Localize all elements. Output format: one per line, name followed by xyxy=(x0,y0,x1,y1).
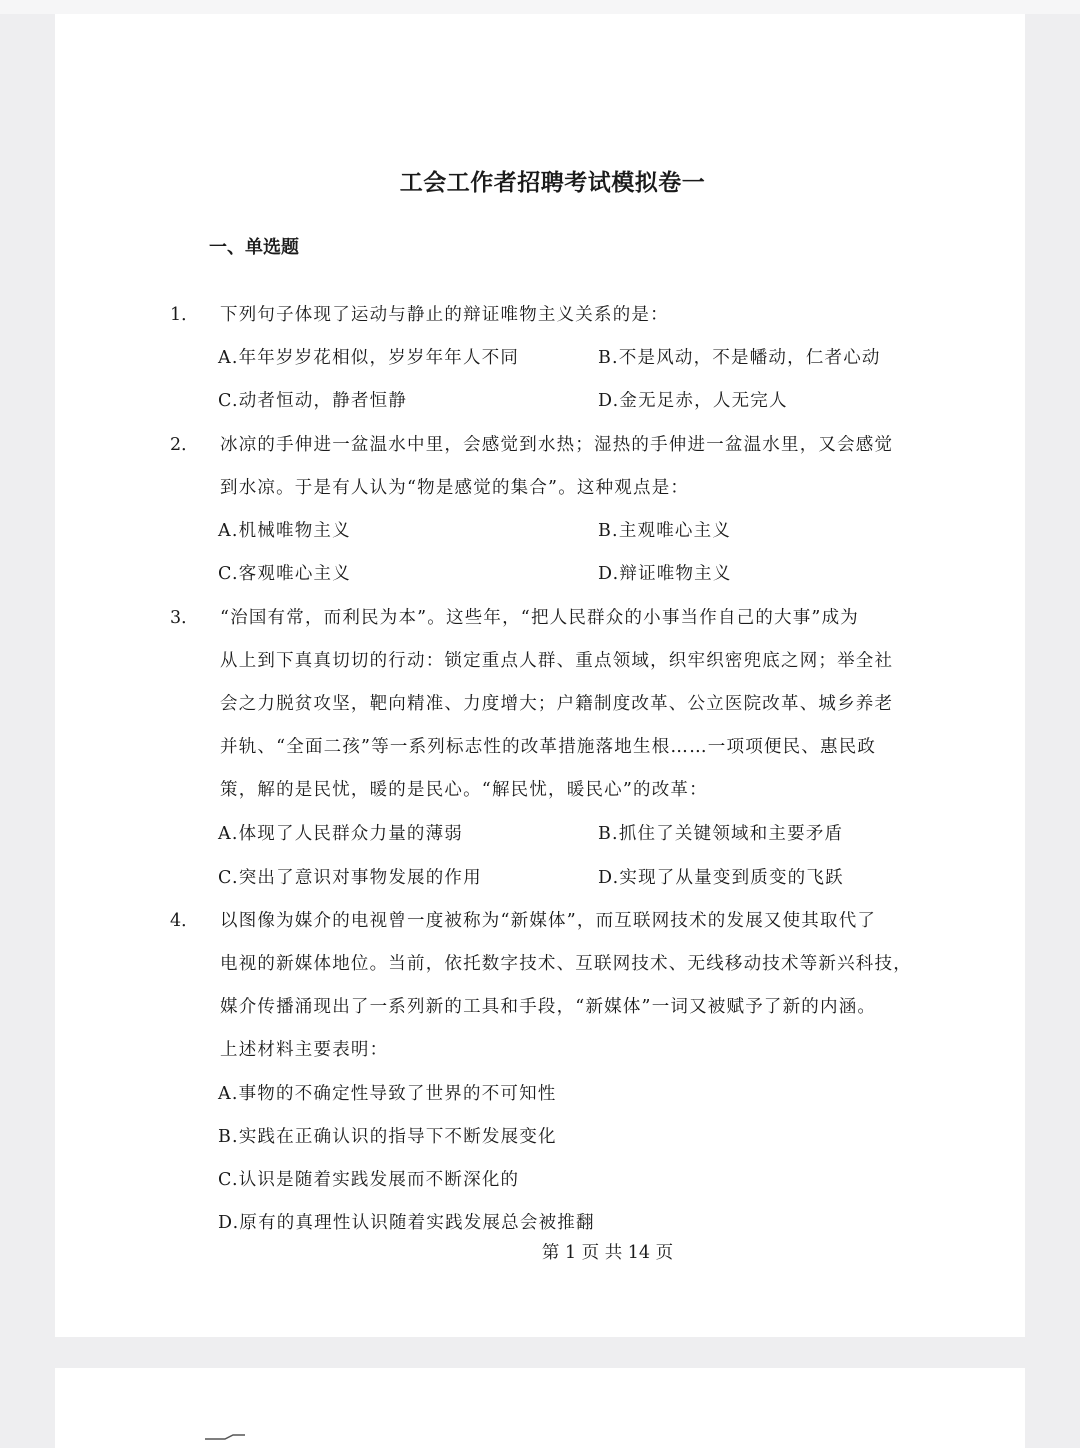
question-4-number: 4． xyxy=(170,911,199,931)
question-2-number: 2． xyxy=(170,435,199,455)
question-3-option-d: D.实现了从量变到质变的飞跃 xyxy=(598,868,844,888)
question-1-stem: 下列句子体现了运动与静止的辩证唯物主义关系的是： xyxy=(220,305,669,325)
question-3-stem-line-5: 策，解的是民忧，暖的是民心。“解民忧，暖民心”的改革： xyxy=(220,780,708,800)
question-4-stem-line-1: 以图像为媒介的电视曾一度被称为“新媒体”，而互联网技术的发展又使其取代了 xyxy=(220,911,877,931)
page-mark-icon xyxy=(205,1434,249,1440)
question-1-option-d: D.金无足赤，人无完人 xyxy=(598,391,788,411)
question-3-stem-line-2: 从上到下真真切切的行动：锁定重点人群、重点领域，织牢织密兜底之网；举全社 xyxy=(220,651,894,671)
question-4-option-b: B.实践在正确认识的指导下不断发展变化 xyxy=(218,1127,557,1147)
document-page-1 xyxy=(55,14,1025,1337)
question-4-stem-line-4: 上述材料主要表明： xyxy=(220,1040,389,1060)
question-1-option-c: C.动者恒动，静者恒静 xyxy=(218,391,408,411)
question-3-stem-line-3: 会之力脱贫攻坚，靶向精准、力度增大；户籍制度改革、公立医院改革、城乡养老 xyxy=(220,694,894,714)
question-4-stem-line-2: 电视的新媒体地位。当前，依托数字技术、互联网技术、无线移动技术等新兴科技， xyxy=(220,954,912,974)
question-4-option-d: D.原有的真理性认识随着实践发展总会被推翻 xyxy=(218,1213,595,1233)
question-3-option-b: B.抓住了关键领域和主要矛盾 xyxy=(598,824,844,844)
question-3-stem-line-4: 并轨、“全面二孩”等一系列标志性的改革措施落地生根……一项项便民、惠民政 xyxy=(220,737,877,757)
question-4-stem-line-3: 媒介传播涌现出了一系列新的工具和手段，“新媒体”一词又被赋予了新的内涵。 xyxy=(220,997,877,1017)
document-page-2 xyxy=(55,1368,1025,1448)
question-2-option-c: C.客观唯心主义 xyxy=(218,564,351,584)
question-2-option-a: A.机械唯物主义 xyxy=(218,521,351,541)
question-1-option-a: A.年年岁岁花相似，岁岁年年人不同 xyxy=(218,348,520,368)
section-heading: 一、单选题 xyxy=(209,237,299,258)
question-2-stem-line-2: 到水凉。于是有人认为“物是感觉的集合”。这种观点是： xyxy=(220,478,690,498)
question-4-option-a: A.事物的不确定性导致了世界的不可知性 xyxy=(218,1084,557,1104)
question-2-option-d: D.辩证唯物主义 xyxy=(598,564,732,584)
page-title: 工会工作者招聘考试模拟卷一 xyxy=(399,170,706,196)
question-2-stem-line-1: 冰凉的手伸进一盆温水中里，会感觉到水热；湿热的手伸进一盆温水里，又会感觉 xyxy=(220,435,894,455)
question-3-number: 3． xyxy=(170,608,199,628)
question-3-stem-line-1: “治国有常，而利民为本”。这些年，“把人民群众的小事当作自己的大事”成为 xyxy=(220,608,859,628)
question-1-number: 1． xyxy=(170,305,199,325)
question-2-option-b: B.主观唯心主义 xyxy=(598,521,732,541)
question-4-option-c: C.认识是随着实践发展而不断深化的 xyxy=(218,1170,520,1190)
viewer-top-bar xyxy=(0,0,1080,14)
question-3-option-a: A.体现了人民群众力量的薄弱 xyxy=(218,824,463,844)
page-footer: 第 1 页 共 14 页 xyxy=(541,1243,674,1263)
question-1-option-b: B.不是风动，不是幡动，仁者心动 xyxy=(598,348,881,368)
question-3-option-c: C.突出了意识对事物发展的作用 xyxy=(218,868,482,888)
